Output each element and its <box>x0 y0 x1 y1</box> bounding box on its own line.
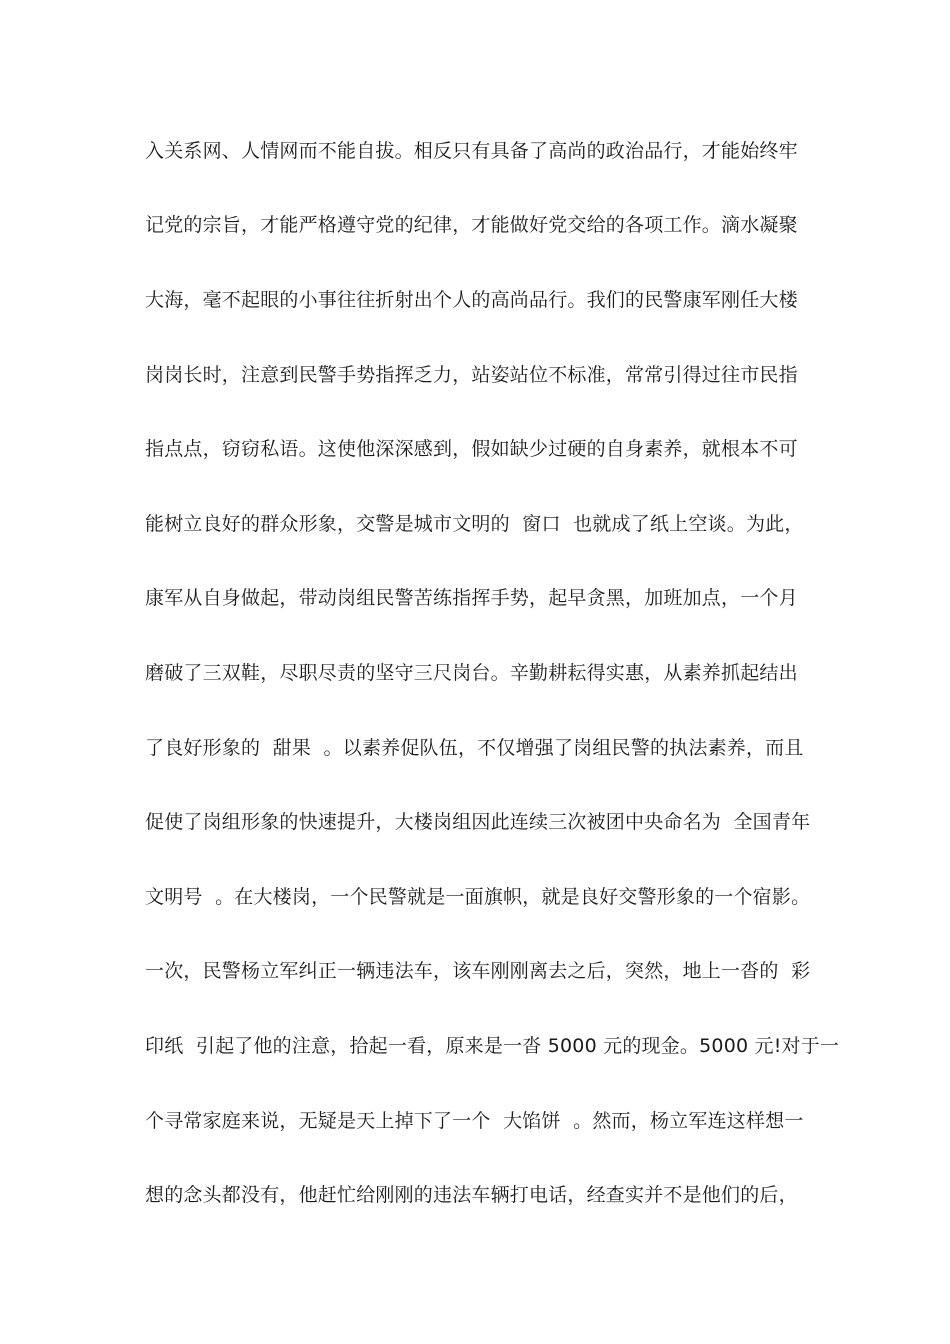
text-line: 岗岗长时，注意到民警手势指挥乏力，站姿站位不标准，常常引得过往市民指 <box>145 364 798 386</box>
text-line: 大海，毫不起眼的小事往往折射出个人的高尚品行。我们的民警康军刚任大楼 <box>145 289 798 311</box>
text-line: 能树立良好的群众形象，交警是城市文明的 窗口 也就成了纸上空谈。为此， <box>145 513 804 535</box>
text-line: 印纸 引起了他的注意，拾起一看，原来是一沓 5000 元的现金。5000 元!对于一 <box>145 1035 840 1057</box>
text-line: 了良好形象的 甜果 。以素养促队伍，不仅增强了岗组民警的执法素养，而且 <box>145 737 804 759</box>
text-line: 想的念头都没有，他赶忙给刚刚的违法车辆打电话，经查实并不是他们的后， <box>145 1184 798 1206</box>
text-line: 康军从自身做起，带动岗组民警苦练指挥手势，起早贪黑，加班加点，一个月 <box>145 587 798 609</box>
text-line: 记党的宗旨，才能严格遵守党的纪律，才能做好党交给的各项工作。滴水凝聚 <box>145 214 798 236</box>
text-line: 磨破了三双鞋，尽职尽责的坚守三尺岗台。辛勤耕耘得实惠，从素养抓起结出 <box>145 662 798 684</box>
text-line: 促使了岗组形象的快速提升，大楼岗组因此连续三次被团中央命名为 全国青年 <box>145 811 811 833</box>
text-line: 一次，民警杨立军纠正一辆违法车，该车刚刚离去之后，突然，地上一沓的 彩 <box>145 960 811 982</box>
text-line: 文明号 。在大楼岗，一个民警就是一面旗帜，就是良好交警形象的一个宿影。 <box>145 886 811 908</box>
text-line: 入关系网、人情网而不能自拔。相反只有具备了高尚的政治品行，才能始终牢 <box>145 140 798 162</box>
text-line: 个寻常家庭来说，无疑是天上掉下了一个 大馅饼 。然而，杨立军连这样想一 <box>145 1110 804 1132</box>
text-line: 指点点，窃窃私语。这使他深深感到，假如缺少过硬的自身素养，就根本不可 <box>145 438 798 460</box>
